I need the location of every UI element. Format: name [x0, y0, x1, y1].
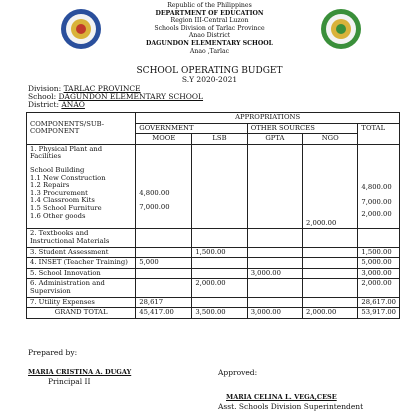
row1-total-repairs: 4,800.00	[361, 182, 392, 191]
row1-ngo	[303, 144, 358, 229]
approved-title: Asst. Schools Division Superintendent	[218, 402, 364, 411]
district-label: District:	[28, 100, 59, 109]
row1-procurement: 1.3 Procurement	[30, 188, 88, 197]
header-total: TOTAL	[358, 123, 400, 144]
row1-new-construction: 1.1 New Construction	[30, 173, 106, 182]
row5-label: 5. School Innovation	[27, 268, 136, 279]
header-district: Anao District	[188, 32, 231, 40]
row2-label: 2. Textbooks and Instructional Materials	[27, 229, 136, 247]
row4-total: 5,000.00	[358, 258, 400, 269]
division-label: Division:	[28, 84, 62, 93]
header-mooe: MOOE	[136, 134, 192, 145]
header-school: DAGUNDON ELEMENTARY SCHOOL	[145, 39, 274, 47]
row1-label: 1. Physical Plant and Facilities	[30, 144, 103, 161]
grand-total-total: 53,917.00	[358, 308, 400, 319]
row1-total-furniture: 2,000.00	[361, 209, 392, 218]
prepared-by-name: MARIA CRISTINA A. DUGAY	[28, 368, 132, 376]
row1-components	[27, 144, 136, 229]
school-year: S.Y 2020-2021	[181, 75, 238, 84]
division-value: TARLAC PROVINCE	[63, 84, 141, 93]
row1-school-furniture: 1.5 School Furniture	[30, 203, 102, 212]
row4-mooe: 5,000	[136, 258, 192, 269]
row7-total: 28,617.00	[358, 297, 400, 308]
grand-total-gpta: 3,000.00	[247, 308, 302, 319]
approved-block	[218, 393, 363, 411]
header-department: DEPARTMENT OF EDUCATION	[155, 9, 264, 17]
school-value: DAGUNDON ELEMENTARY SCHOOL	[58, 92, 204, 101]
prepared-by-title: Principal II	[48, 377, 91, 386]
approved-label: Approved:	[218, 368, 258, 377]
header-components: COMPONENTS/SUB-COMPONENT	[27, 113, 136, 145]
row1-total-kits: 7,000.00	[361, 198, 392, 207]
grand-total-mooe: 45,417.00	[136, 308, 192, 319]
approved-name: MARIA CELINA L. VEGA,CESE	[226, 393, 337, 401]
grand-total-label: GRAND TOTAL	[27, 308, 136, 319]
row3-total: 1,500.00	[358, 247, 400, 258]
row6-label: 6. Administration and Supervision	[27, 279, 136, 297]
row1-lsb	[192, 144, 247, 229]
row1-mooe-repairs: 4,800.00	[139, 188, 170, 197]
grand-total-row	[27, 308, 400, 319]
prepared-by-block	[28, 368, 131, 386]
school-seal-icon	[320, 8, 362, 50]
table-row	[27, 229, 400, 247]
header-address: Anao ,Tarlac	[189, 47, 230, 55]
row3-label: 3. Student Assessment	[27, 247, 136, 258]
header-government: GOVERNMENT	[136, 123, 247, 134]
info-district	[28, 101, 85, 110]
grand-total-lsb: 3,500.00	[192, 308, 247, 319]
row1-total	[358, 144, 400, 229]
row4-label: 4. INSET (Teacher Training)	[27, 258, 136, 269]
header-other-sources: OTHER SOURCES	[247, 123, 358, 134]
row6-lsb: 2,000.00	[192, 279, 247, 297]
table-row	[27, 279, 400, 297]
header-lsb: LSB	[192, 134, 247, 145]
row1-school-building: School Building	[30, 165, 85, 174]
row1-other-goods: 1.6 Other goods	[30, 211, 86, 220]
row5-gpta: 3,000.00	[247, 268, 302, 279]
table-row	[27, 258, 400, 269]
row7-mooe: 28,617	[136, 297, 192, 308]
table-row	[27, 268, 400, 279]
deped-seal-icon	[60, 8, 102, 50]
row1-mooe	[136, 144, 192, 229]
row1-repairs: 1.2 Repairs	[30, 181, 70, 190]
document-title: SCHOOL OPERATING BUDGET	[136, 66, 283, 76]
row1-gpta	[247, 144, 302, 229]
row6-total: 2,000.00	[358, 279, 400, 297]
grand-total-ngo: 2,000.00	[303, 308, 358, 319]
header-ngo: NGO	[303, 134, 358, 145]
row3-lsb: 1,500.00	[192, 247, 247, 258]
row5-total: 3,000.00	[358, 268, 400, 279]
header-region: Region III-Central Luzon	[170, 17, 249, 25]
row1-classroom-kits: 1.4 Classroom Kits	[30, 196, 95, 205]
school-label: School:	[28, 92, 57, 101]
table-row	[27, 144, 400, 229]
header-republic: Republic of the Philippines	[167, 2, 252, 9]
header-appropriations: APPROPRIATIONS	[136, 113, 400, 124]
header-gpta: GPTA	[247, 134, 302, 145]
prepared-by-label: Prepared by:	[28, 348, 78, 357]
row1-ngo-furniture: 2,000.00	[306, 218, 337, 227]
letterhead	[100, 2, 319, 55]
budget-table	[26, 112, 400, 319]
row1-mooe-kits: 7,000.00	[139, 203, 170, 212]
table-row	[27, 247, 400, 258]
header-division: Schools Division of Tarlac Province	[154, 24, 265, 32]
table-row	[27, 297, 400, 308]
district-value: ANAO	[61, 100, 85, 109]
row7-label: 7. Utility Expenses	[27, 297, 136, 308]
